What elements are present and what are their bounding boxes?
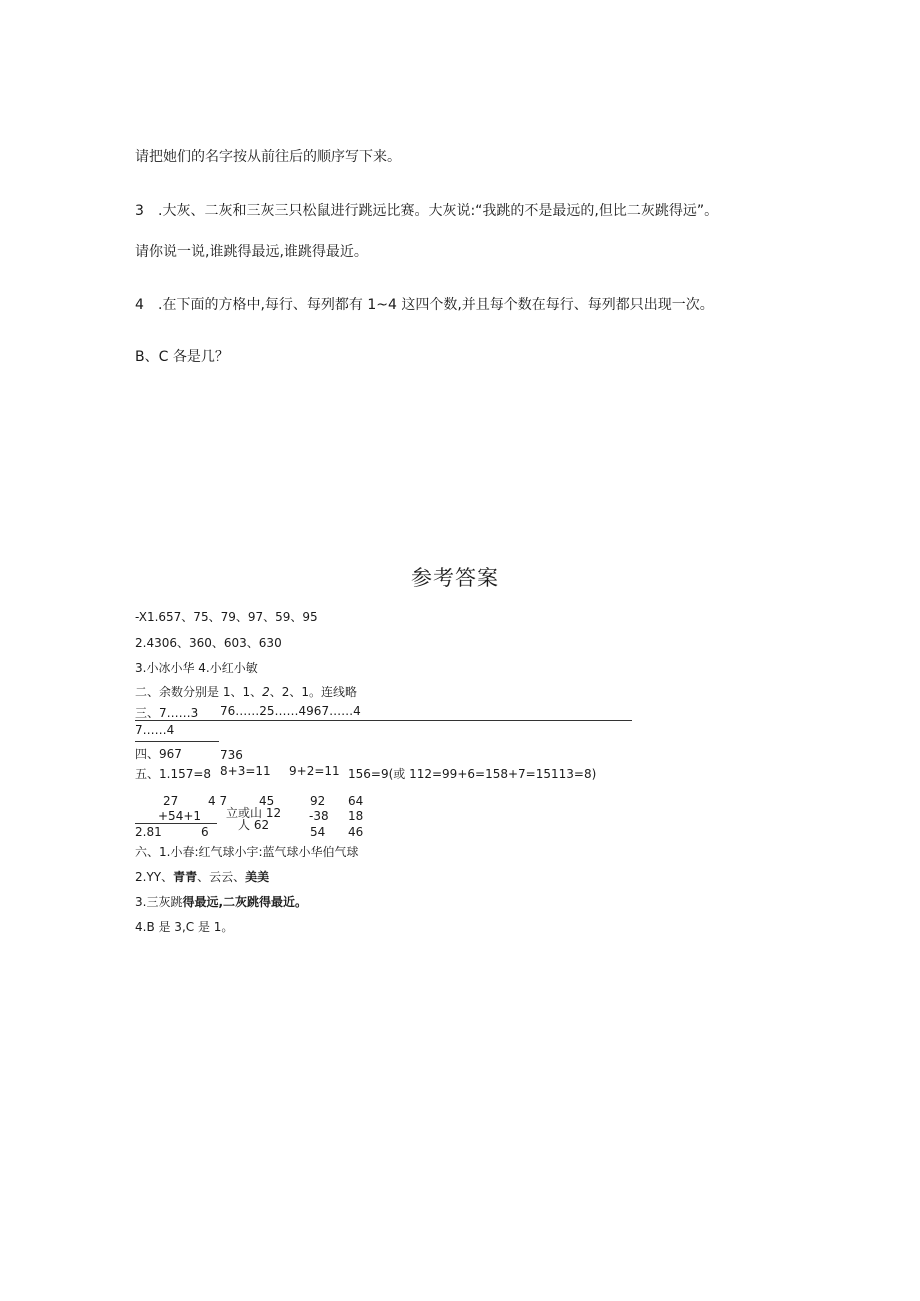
grid-r1-d: 92 [310, 794, 326, 808]
grid-r2-d: 18 [348, 809, 364, 823]
answer-line-7-b: 736 [220, 748, 243, 762]
grid-r1-c: 45 [259, 794, 275, 808]
grid-r2-c: -38 [309, 809, 329, 823]
q3-number: 3 [135, 203, 144, 219]
answer-line-10-b: 青青 [173, 870, 198, 884]
grid-r2-b: 立或山 12 [226, 806, 282, 820]
answer-line-9: 六、1.小春:红气球小宇:蓝气球小华伯气球 [135, 845, 359, 859]
answer-line-8-c: 9+2=11 [289, 764, 340, 778]
grid-divider [135, 823, 217, 824]
answer-line-4 [135, 686, 357, 698]
answer-line-11-a: 3.三灰跳 [135, 895, 183, 909]
answer-line-4-part-c: 、2、1。连线略 [269, 685, 358, 699]
answer-line-10-d: 美美 [245, 870, 270, 884]
answer-line-1: -X1.657、75、79、97、59、95 [135, 610, 318, 624]
grid-r1-b: 4 7 [208, 794, 228, 808]
answer-line-8-b: 8+3=11 [220, 764, 271, 778]
grid-r1-e: 64 [348, 794, 364, 808]
q3-instruction: 请你说一说,谁跳得最远,谁跳得最近。 [135, 244, 368, 260]
answer-line-6: 7……4 [135, 723, 175, 737]
answer-line-5-a: 三、7……3 [135, 706, 199, 720]
answers-title: 参考答案 [411, 566, 499, 590]
answer-line-8-d: 156=9(或 112=99+6=158+7=15113=8) [348, 767, 597, 781]
answer-line-8-a: 五、1.157=8 [135, 767, 212, 781]
answer-line-3: 3.小冰小华 4.小红小敏 [135, 661, 258, 675]
q4-number: 4 [135, 297, 144, 313]
answer-line-5-b: 76……25……4967……4 [220, 704, 361, 718]
answer-divider-short [135, 741, 219, 742]
answer-line-7-a: 四、967 [135, 747, 182, 761]
answer-line-10 [135, 871, 269, 883]
q2-instruction: 请把她们的名字按从前往后的顺序写下来。 [135, 149, 401, 165]
answer-line-10-c: 、云云、 [197, 870, 246, 884]
grid-r3-d: 46 [348, 825, 364, 839]
q4-question: B、C 各是几？ [135, 349, 229, 365]
answer-divider-long [135, 720, 632, 721]
answer-line-2: 2.4306、360、603、630 [135, 636, 282, 650]
answer-line-4-part-a: 二、余数分别是 1、1、 [135, 685, 263, 699]
grid-r2-a: +54+1 [158, 809, 202, 823]
grid-r3-c: 54 [310, 825, 326, 839]
answer-line-10-a: 2.YY、 [135, 870, 174, 884]
grid-r3-a: 2.81 [135, 825, 162, 839]
answer-line-4-italic: 2 [262, 685, 270, 699]
q4-text: .在下面的方格中,每行、每列都有 1~4 这四个数,并且每个数在每行、每列都只出现一次。 [158, 297, 714, 313]
answer-line-11 [135, 896, 307, 908]
q3-text: .大灰、二灰和三灰三只松鼠进行跳远比赛。大灰说:“我跳的不是最远的,但比二灰跳得远”。 [158, 203, 719, 219]
grid-r2b: 人 62 [238, 818, 270, 832]
answer-line-11-b: 得最远,二灰跳得最近。 [182, 895, 308, 909]
answer-line-12: 4.B 是 3,C 是 1。 [135, 920, 234, 934]
grid-r3-b: 6 [201, 825, 209, 839]
grid-r1-a: 27 [163, 794, 179, 808]
